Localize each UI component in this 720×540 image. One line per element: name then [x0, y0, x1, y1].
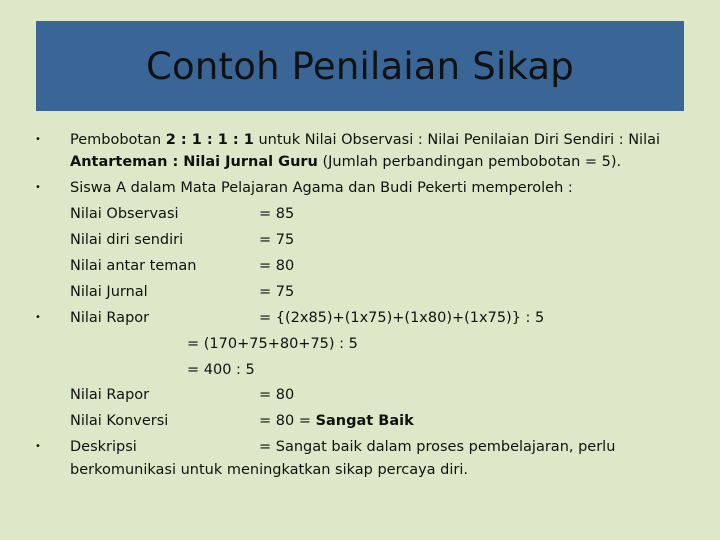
- konversi-label: Nilai Konversi: [70, 413, 169, 429]
- rapor-result-label: Nilai Rapor: [70, 387, 150, 403]
- slide-title: Contoh Penilaian Sikap: [146, 44, 574, 88]
- bullet-marker: •: [35, 182, 41, 193]
- bullet-marker: •: [35, 312, 41, 323]
- text-span: untuk Nilai Observasi : Nilai Penilaian Diri Sendiri : Nilai: [253, 132, 661, 148]
- rapor-result-value: = 80: [259, 387, 295, 403]
- score-label-diri-sendiri: Nilai diri sendiri: [70, 232, 184, 248]
- score-value-diri-sendiri: = 75: [259, 232, 295, 248]
- score-label-antar-teman: Nilai antar teman: [70, 258, 197, 274]
- weighting-line-1: [70, 130, 660, 150]
- student-intro: Siswa A dalam Mata Pelajaran Agama dan Budi Pekerti memperoleh :: [70, 180, 573, 196]
- score-value-antar-teman: = 80: [259, 258, 295, 274]
- weighting-components: Antarteman : Nilai Jurnal Guru: [70, 154, 318, 170]
- weighting-ratio: 2 : 1 : 1 : 1: [165, 132, 254, 148]
- score-value-observasi: = 85: [259, 206, 295, 222]
- text-span: (Jumlah perbandingan pembobotan = 5).: [317, 154, 622, 170]
- bullet-marker: •: [35, 441, 41, 452]
- deskripsi-value: = Sangat baik dalam proses pembelajaran, perlu: [259, 439, 616, 455]
- text-span: Pembobotan: [70, 132, 166, 148]
- rapor-formula: = {(2x85)+(1x75)+(1x80)+(1x75)} : 5: [259, 310, 545, 326]
- rapor-label: Nilai Rapor: [70, 310, 150, 326]
- rapor-formula-step-2: = (170+75+80+75) : 5: [187, 336, 358, 352]
- bullet-marker: •: [35, 134, 41, 145]
- text-span: = 80 =: [259, 413, 316, 429]
- weighting-line-2: [70, 152, 621, 172]
- score-value-jurnal: = 75: [259, 284, 295, 300]
- konversi-value: [259, 411, 414, 431]
- score-label-observasi: Nilai Observasi: [70, 206, 179, 222]
- score-label-jurnal: Nilai Jurnal: [70, 284, 148, 300]
- konversi-predicate: Sangat Baik: [315, 413, 414, 429]
- deskripsi-label: Deskripsi: [70, 439, 137, 455]
- deskripsi-continuation: berkomunikasi untuk meningkatkan sikap percaya diri.: [70, 462, 469, 478]
- rapor-formula-step-3: = 400 : 5: [187, 362, 255, 378]
